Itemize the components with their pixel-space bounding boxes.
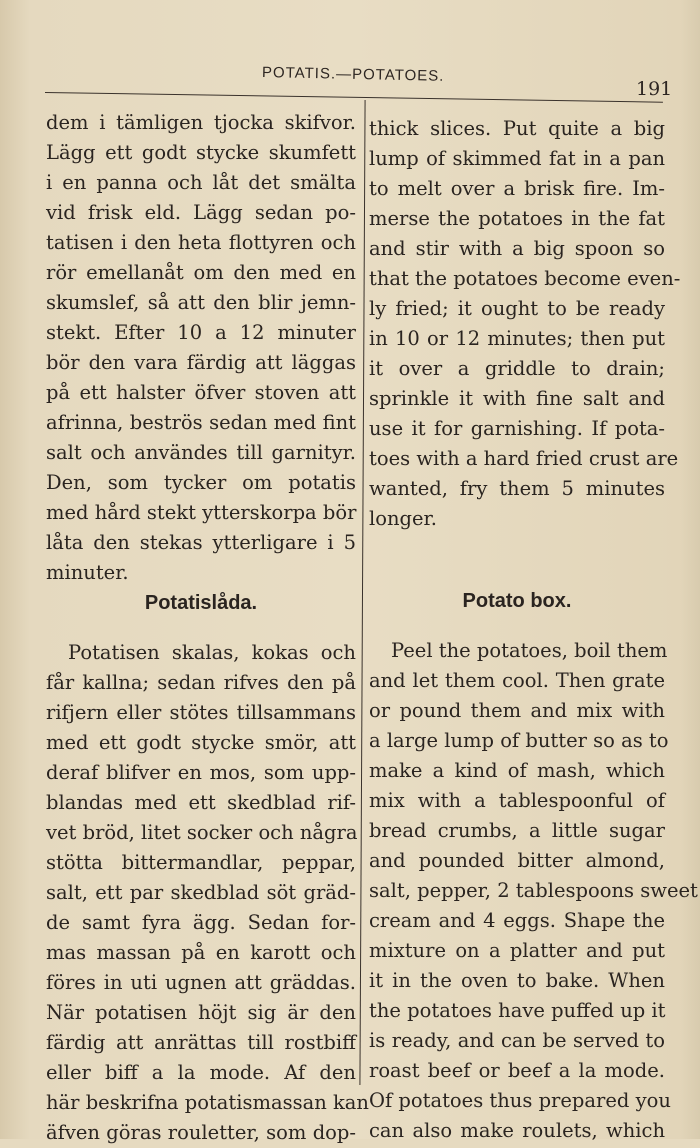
text-line: äfven göras rouletter, som dop- [46, 1121, 356, 1144]
text-line: skumslef, så att den blir jemn- [46, 291, 356, 314]
column-divider [359, 100, 365, 1085]
text-line: blandas med ett skedblad rif- [46, 791, 356, 814]
text-line: the potatoes have puffed up it [369, 999, 666, 1022]
text-line: salt och användes till garnityr. [46, 441, 356, 464]
running-head: POTATIS.—POTATOES. [261, 64, 445, 85]
english-paragraph-2 [369, 636, 698, 1146]
text-line: or pound them and mix with [369, 699, 665, 722]
text-line: med hård stekt ytterskorpa bör [46, 501, 357, 524]
text-line: and pounded bitter almond, [369, 849, 665, 872]
text-line: låta den stekas ytterligare i 5 [46, 531, 356, 554]
text-line: it over a griddle to drain; [369, 357, 665, 380]
text-line: på ett halster öfver stoven att [46, 381, 356, 404]
text-line: bör den vara färdig att läggas [46, 351, 356, 374]
text-line: ly fried; it ought to be ready [369, 297, 665, 320]
text-line: rifjern eller stötes tillsammans [46, 701, 356, 724]
text-line: dem i tämligen tjocka skifvor. [46, 111, 356, 134]
text-line: longer. [369, 507, 437, 530]
text-line: lump of skimmed fat in a pan [369, 147, 665, 170]
swedish-paragraph-2 [46, 638, 369, 1148]
text-line: minuter. [46, 561, 129, 584]
text-line: to melt over a brisk fire. Im- [369, 177, 665, 200]
text-line: make a kind of mash, which [369, 759, 665, 782]
text-line: salt, ett par skedblad söt gräd- [46, 881, 356, 904]
text-line: in 10 or 12 minutes; then put [369, 327, 665, 350]
header-rule [45, 92, 663, 103]
text-line: and stir with a big spoon so [369, 237, 665, 260]
text-line: eller biff a la mode. Af den [46, 1061, 356, 1084]
text-line: Potatisen skalas, kokas och [68, 641, 356, 664]
text-line: thick slices. Put quite a big [369, 117, 665, 140]
text-line: that the potatoes become even- [369, 267, 681, 290]
text-line: med ett godt stycke smör, att [46, 731, 356, 754]
text-line: Of potatoes thus prepared you [369, 1089, 671, 1112]
swedish-heading: Potatislåda. [144, 592, 258, 614]
english-heading: Potato box. [462, 590, 572, 612]
text-line: får kallna; sedan rifves den på [46, 671, 356, 694]
text-line: mix with a tablespoonful of [369, 789, 665, 812]
text-line: afrinna, beströs sedan med fint [46, 411, 356, 434]
text-line: rör emellanåt om den med en [46, 261, 356, 284]
text-line: stekt. Efter 10 a 12 minuter [46, 321, 356, 344]
text-line: a large lump of butter so as to [369, 729, 669, 752]
swedish-paragraph-1 [46, 108, 356, 588]
english-paragraph-1 [369, 114, 681, 534]
text-line: merse the potatoes in the fat [369, 207, 665, 230]
text-line: Lägg ett godt stycke skumfett [46, 141, 356, 164]
text-line: Den, som tycker om potatis [46, 471, 356, 494]
text-line: de samt fyra ägg. Sedan for- [46, 911, 356, 934]
text-line: use it for garnishing. If pota- [369, 417, 665, 440]
text-line: cream and 4 eggs. Shape the [369, 909, 665, 932]
text-line: can also make roulets, which [369, 1119, 665, 1142]
text-line: i en panna och låt det smälta [46, 171, 356, 194]
text-line: här beskrifna potatismassan kan [46, 1091, 369, 1114]
text-line: vid frisk eld. Lägg sedan po- [46, 201, 356, 224]
text-line: toes with a hard fried crust are [369, 447, 679, 470]
page-header [0, 58, 700, 98]
text-line: När potatisen höjt sig är den [46, 1001, 356, 1024]
text-line: mas massan på en karott och [46, 941, 356, 964]
text-line: is ready, and can be served to [369, 1029, 665, 1052]
text-line: stötta bittermandlar, peppar, [46, 851, 356, 874]
text-line: roast beef or beef a la mode. [369, 1059, 665, 1082]
text-line: tatisen i den heta flottyren och [46, 231, 356, 254]
text-line: mixture on a platter and put [369, 939, 665, 962]
text-line: salt, pepper, 2 tablespoons sweet [369, 879, 698, 902]
text-line: Peel the potatoes, boil them [391, 639, 668, 662]
page-number: 191 [636, 78, 673, 100]
text-line: bread crumbs, a little sugar [369, 819, 665, 842]
text-line: sprinkle it with fine salt and [369, 387, 665, 410]
text-line: vet bröd, litet socker och några [46, 821, 358, 844]
text-line: it in the oven to bake. When [369, 969, 665, 992]
text-line: deraf blifver en mos, som upp- [46, 761, 356, 784]
text-line: and let them cool. Then grate [369, 669, 665, 692]
text-line: färdig att anrättas till rostbiff [46, 1031, 356, 1054]
text-line: wanted, fry them 5 minutes [369, 477, 665, 500]
text-line: föres in uti ugnen att gräddas. [46, 971, 356, 994]
